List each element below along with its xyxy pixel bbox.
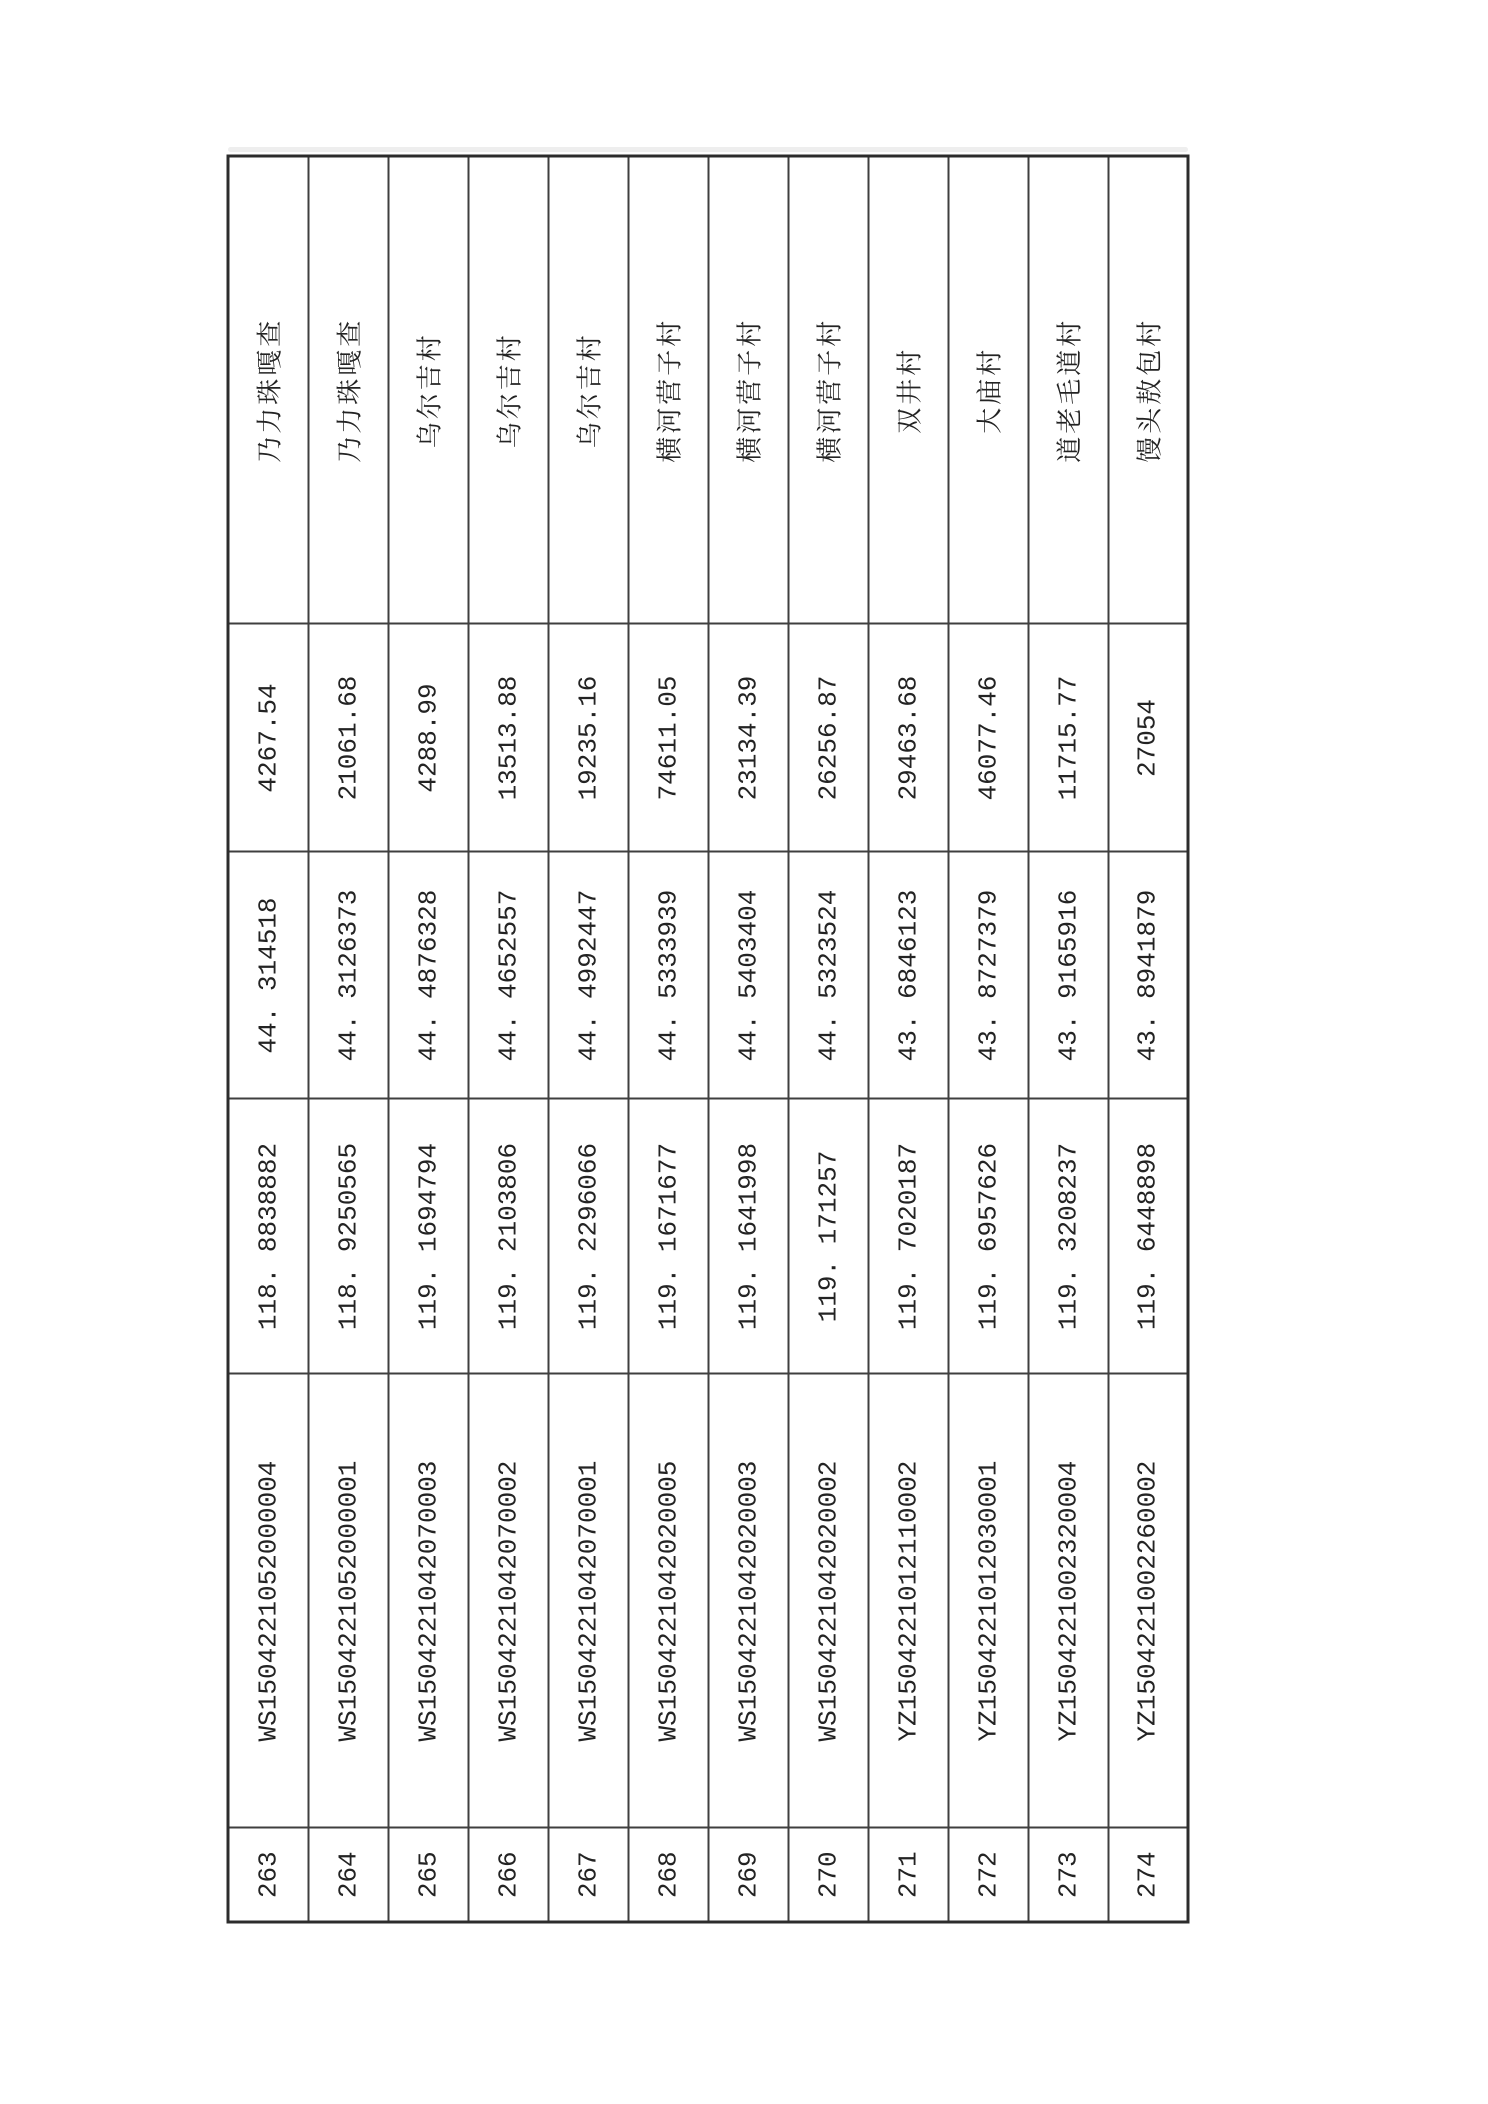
table-row <box>228 156 308 1922</box>
cell-area: 13513.88 <box>468 624 548 852</box>
table-row <box>868 156 948 1922</box>
cell-code: YZ1504221012030001 <box>948 1374 1028 1828</box>
table-row <box>468 156 548 1922</box>
cell-latitude: 44. 5323524 <box>788 852 868 1099</box>
table-row <box>1028 156 1108 1922</box>
cell-serial: 274 <box>1108 1828 1188 1922</box>
cell-code: WS1504221052000001 <box>308 1374 388 1828</box>
table-row <box>308 156 388 1922</box>
cell-code: YZ1504221002260002 <box>1108 1374 1188 1828</box>
cell-area: 4288.99 <box>388 624 468 852</box>
cell-area: 46077.46 <box>948 624 1028 852</box>
cell-latitude: 44. 4876328 <box>388 852 468 1099</box>
cell-area: 11715.77 <box>1028 624 1108 852</box>
cell-village: 横河营子村 <box>708 156 788 624</box>
data-table <box>227 155 1190 1924</box>
cell-longitude: 119. 6957626 <box>948 1099 1028 1374</box>
cell-longitude: 119. 3208237 <box>1028 1099 1108 1374</box>
table-row <box>548 156 628 1922</box>
cell-village: 横河营子村 <box>628 156 708 624</box>
cell-serial: 269 <box>708 1828 788 1922</box>
cell-serial: 267 <box>548 1828 628 1922</box>
cell-latitude: 44. 314518 <box>228 852 308 1099</box>
cell-serial: 271 <box>868 1828 948 1922</box>
table-row <box>1108 156 1188 1922</box>
cell-village: 道老毛道村 <box>1028 156 1108 624</box>
cell-latitude: 43. 9165916 <box>1028 852 1108 1099</box>
cell-area: 74611.05 <box>628 624 708 852</box>
cell-longitude: 119. 2296066 <box>548 1099 628 1374</box>
cell-longitude: 119. 1641998 <box>708 1099 788 1374</box>
cell-longitude: 119. 171257 <box>788 1099 868 1374</box>
cell-longitude: 119. 1694794 <box>388 1099 468 1374</box>
cell-code: YZ1504221012110002 <box>868 1374 948 1828</box>
cell-village: 双井村 <box>868 156 948 624</box>
table-row <box>628 156 708 1922</box>
cell-area: 23134.39 <box>708 624 788 852</box>
cell-latitude: 44. 3126373 <box>308 852 388 1099</box>
cell-latitude: 44. 5333939 <box>628 852 708 1099</box>
cell-village: 乃力珠嘎查 <box>228 156 308 624</box>
cell-serial: 272 <box>948 1828 1028 1922</box>
cell-serial: 268 <box>628 1828 708 1922</box>
cell-code: WS1504221042070002 <box>468 1374 548 1828</box>
cell-serial: 263 <box>228 1828 308 1922</box>
cell-area: 27054 <box>1108 624 1188 852</box>
cell-village: 乃力珠嘎查 <box>308 156 388 624</box>
cell-area: 4267.54 <box>228 624 308 852</box>
cell-serial: 270 <box>788 1828 868 1922</box>
cell-village: 乌尔吉村 <box>388 156 468 624</box>
cell-area: 26256.87 <box>788 624 868 852</box>
cell-code: WS1504221042070001 <box>548 1374 628 1828</box>
cell-longitude: 119. 1671677 <box>628 1099 708 1374</box>
cell-code: WS1504221052000004 <box>228 1374 308 1828</box>
cell-village: 横河营子村 <box>788 156 868 624</box>
cell-latitude: 44. 4992447 <box>548 852 628 1099</box>
cell-longitude: 119. 2103806 <box>468 1099 548 1374</box>
cell-longitude: 118. 8838882 <box>228 1099 308 1374</box>
cell-serial: 266 <box>468 1828 548 1922</box>
cell-village: 乌尔吉村 <box>548 156 628 624</box>
cell-code: WS1504221042070003 <box>388 1374 468 1828</box>
cell-code: YZ1504221002320004 <box>1028 1374 1108 1828</box>
table-row <box>388 156 468 1922</box>
table-row <box>788 156 868 1922</box>
cell-latitude: 43. 8941879 <box>1108 852 1188 1099</box>
cell-serial: 273 <box>1028 1828 1108 1922</box>
cell-area: 19235.16 <box>548 624 628 852</box>
cell-latitude: 43. 6846123 <box>868 852 948 1099</box>
cell-code: WS1504221042020003 <box>708 1374 788 1828</box>
cell-serial: 265 <box>388 1828 468 1922</box>
cell-latitude: 43. 8727379 <box>948 852 1028 1099</box>
rotated-table-container <box>227 158 1190 1924</box>
cell-longitude: 119. 7020187 <box>868 1099 948 1374</box>
cell-code: WS1504221042020005 <box>628 1374 708 1828</box>
cell-village: 乌尔吉村 <box>468 156 548 624</box>
cell-latitude: 44. 4652557 <box>468 852 548 1099</box>
cell-village: 大庙村 <box>948 156 1028 624</box>
scan-shadow-artifact <box>228 147 1188 152</box>
cell-village: 馒头敖包村 <box>1108 156 1188 624</box>
table-row <box>708 156 788 1922</box>
cell-longitude: 119. 6448898 <box>1108 1099 1188 1374</box>
cell-latitude: 44. 5403404 <box>708 852 788 1099</box>
cell-area: 29463.68 <box>868 624 948 852</box>
table-row <box>948 156 1028 1922</box>
cell-area: 21061.68 <box>308 624 388 852</box>
cell-serial: 264 <box>308 1828 388 1922</box>
cell-code: WS1504221042020002 <box>788 1374 868 1828</box>
cell-longitude: 118. 9250565 <box>308 1099 388 1374</box>
